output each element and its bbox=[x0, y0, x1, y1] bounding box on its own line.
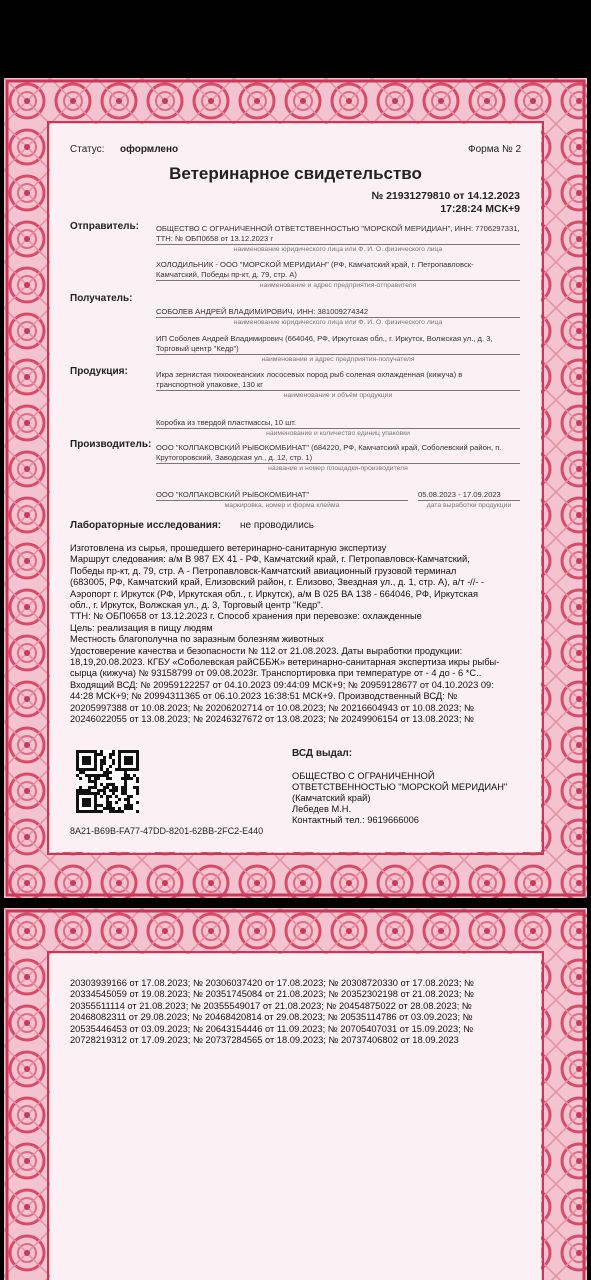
details-line: Местность благополучна по заразным болезням животных bbox=[70, 634, 324, 645]
receiver-legal-line1: СОБОЛЕВ АНДРЕЙ ВЛАДИМИРОВИЧ, ИНН: 381009274342 bbox=[156, 307, 520, 318]
producer-line1: ООО "КОЛПАКОВСКИЙ РЫБОКОМБИНАТ" (684220, РФ, Камчатский край, Соболевский район, п. bbox=[156, 443, 502, 452]
issuer-line4: Лебедев М.Н. bbox=[292, 804, 352, 814]
details-line: 18,19,20.08.2023. КГБУ «Соболевская райСББЖ» ветеринарно-санитарная экспертиза икры рыбы- bbox=[70, 657, 500, 668]
status-label: Статус: bbox=[70, 144, 105, 155]
certificate-page-2 bbox=[4, 908, 587, 1280]
production-dates-caption: дата выработки продукции bbox=[426, 502, 512, 509]
production-dates: 05.08.2023 - 17.09.2023 bbox=[418, 490, 520, 501]
details-block bbox=[70, 543, 530, 726]
details-line: Изготовлена из сырья, прошедшего ветеринарно-санитарную экспертизу bbox=[70, 543, 387, 553]
package-description: Коробка из твердой пластмассы, 10 шт. bbox=[156, 418, 520, 429]
details-line: Удостоверение качества и безопасности № 112 от 21.08.2023. Даты выработки продукции: bbox=[70, 645, 463, 656]
certificate-time: 17:28:24 МСК+9 bbox=[440, 203, 520, 215]
continued-line: 20535446453 от 03.09.2023; № 20643154446 от 11.09.2023; № 20705407031 от 15.09.2023; № bbox=[70, 1023, 474, 1034]
details-line: (683005, РФ, Камчатский край, Елизовский район, г. Елизово, Звездная ул., д. 1, стр. А), а/т -//- - bbox=[70, 577, 485, 588]
product-label: Продукция: bbox=[70, 366, 128, 377]
producer-line2: Крутогоровский, Заводская ул., д. 12, стр. 1) bbox=[156, 453, 520, 464]
document-title: Ветеринарное свидетельство bbox=[169, 164, 422, 183]
receiver-legal-caption: наименование юридического лица или Ф. И. О. физического лица bbox=[233, 319, 443, 326]
receiver-enterprise-line2: Торговый центр "Кедр") bbox=[156, 344, 520, 355]
continued-line: 20468082311 от 29.08.2023; № 20468420814 от 29.08.2023; № 20535114786 от 03.09.2023; № bbox=[70, 1012, 473, 1023]
receiver-enterprise-line1: ИП Соболев Андрей Владимирович (664046, РФ, Иркутская обл., г. Иркутск, Волжская ул., д. 3, bbox=[156, 334, 493, 343]
continued-line: 20355511114 от 21.08.2023; № 20355549017 от 21.08.2023; № 20454875022 от 28.08.2023; № bbox=[70, 1000, 472, 1011]
details-line: 20205997388 от 10.08.2023; № 20206202714 от 10.08.2023; № 20216604943 от 10.08.2023; № bbox=[70, 702, 474, 713]
sender-enterprise-caption: наименование и адрес предприятия-отправителя bbox=[259, 282, 417, 289]
sender-legal-line1: ОБЩЕСТВО С ОГРАНИЧЕННОЙ ОТВЕТСТВЕННОСТЬЮ "МОРСКОЙ МЕРИДИАН", ИНН: 7706297331, bbox=[156, 224, 520, 233]
issuer-line5: Контактный тел.: 9619666006 bbox=[292, 815, 419, 825]
certificate-number: № 21931279810 от 14.12.2023 bbox=[371, 190, 520, 202]
product-line1: Икра зернистая тихоокеанских лососевых пород рыб соленая охлажденная (кижуча) в bbox=[156, 370, 463, 379]
qr-module bbox=[136, 810, 139, 813]
product-caption: наименование и объём продукции bbox=[283, 392, 393, 399]
marking-caption: маркировка, номер и форма клейма bbox=[224, 502, 340, 509]
certificate-page-1 bbox=[4, 78, 587, 898]
sender-legal-caption: наименование юридического лица или Ф. И. О. физического лица bbox=[233, 246, 443, 253]
receiver-label: Получатель: bbox=[70, 293, 133, 304]
details-line: Цель: реализация в пищу людям bbox=[70, 622, 213, 633]
continued-line: 20728219312 от 17.09.2023; № 20737284565 от 18.09.2023; № 20737406802 от 18.09.2023 bbox=[70, 1035, 459, 1046]
sender-enterprise-line1: ХОЛОДИЛЬНИК - ООО "МОРСКОЙ МЕРИДИАН" (РФ, Камчатский край, г. Петропавловск- bbox=[156, 260, 474, 269]
marking: ООО "КОЛПАКОВСКИЙ РЫБОКОМБИНАТ" bbox=[156, 490, 408, 501]
qr-code bbox=[76, 750, 139, 813]
issuer-line3: (Камчатский край) bbox=[292, 793, 371, 803]
continued-line: 20334545059 от 19.08.2023; № 20351745084 от 21.08.2023; № 20352302198 от 21.08.2023; № bbox=[70, 989, 474, 1000]
receiver-enterprise-caption: наименование и адрес предприятия-получателя bbox=[261, 356, 415, 363]
continued-vsd-list bbox=[70, 978, 530, 1046]
lab-value: не проводились bbox=[240, 520, 314, 531]
status-value: оформлено bbox=[120, 144, 179, 155]
issuer-line2: ОТВЕТСТВЕННОСТЬЮ "МОРСКОЙ МЕРИДИАН" bbox=[292, 782, 508, 792]
document-uuid: 8A21-B69B-FA77-47DD-8201-62BB-2FC2-E440 bbox=[70, 826, 264, 836]
form-number: Форма № 2 bbox=[468, 144, 522, 155]
details-line: обл., г. Иркутск, Волжская ул., д. 3, Торговый центр "Кедр". bbox=[70, 600, 324, 611]
details-line: сырца (кижуча) № 93158799 от 09.08.2023г. Транспортировка при температуре от - 4 до - 6 *С.. bbox=[70, 668, 482, 679]
sender-legal-line2: ТТН: № ОБП0658 от 13.12.2023 г bbox=[156, 234, 520, 245]
issuer-line1: ОБЩЕСТВО С ОГРАНИЧЕННОЙ bbox=[292, 771, 435, 781]
continued-line: 20303939166 от 17.08.2023; № 20306037420 от 17.08.2023; № 20308720330 от 17.08.2023; № bbox=[70, 978, 474, 988]
details-line: Победы пр-кт, д. 79, стр. А - Петропавловск-Камчатский авиационный грузовой терминал bbox=[70, 565, 457, 576]
details-line: ТТН: № ОБП0658 от 13.12.2023 г. Способ хранения при перевозке: охлажденные bbox=[70, 611, 422, 622]
producer-caption: название и номер площадки-производителя bbox=[268, 465, 408, 472]
sender-enterprise-line2: Камчатский, Победы пр-кт, д. 79, стр. А) bbox=[156, 270, 520, 281]
details-line: Аэропорт г. Иркутск (РФ, Иркутская обл., г. Иркутск), а/м В 025 ВА 138 - 664046, РФ, Иркутская bbox=[70, 588, 479, 599]
producer-label: Производитель: bbox=[70, 439, 152, 450]
issuer-label: ВСД выдал: bbox=[292, 748, 353, 759]
details-line: Входящий ВСД: № 20959122257 от 04.10.2023 09:44:09 МСК+9; № 20959128677 от 04.10.2023 09: bbox=[70, 679, 494, 690]
product-line2: транспортной упаковке, 130 кг bbox=[156, 380, 520, 391]
sender-label: Отправитель: bbox=[70, 221, 139, 232]
details-line: 44:28 МСК+9; № 20994311365 от 06.10.2023 16:38:51 МСК+9. Производственный ВСД: № bbox=[70, 691, 458, 702]
package-caption: наименование и количество единиц упаковки bbox=[266, 430, 410, 437]
details-line: 20246022055 от 13.08.2023; № 20246327672 от 13.08.2023; № 20249906154 от 13.08.2023; № bbox=[70, 714, 474, 725]
details-line: Маршрут следования: а/м В 987 ЕХ 41 - РФ, Камчатский край, г. Петропавловск-Камчатский, bbox=[70, 554, 470, 565]
lab-label: Лабораторные исследования: bbox=[70, 520, 222, 531]
